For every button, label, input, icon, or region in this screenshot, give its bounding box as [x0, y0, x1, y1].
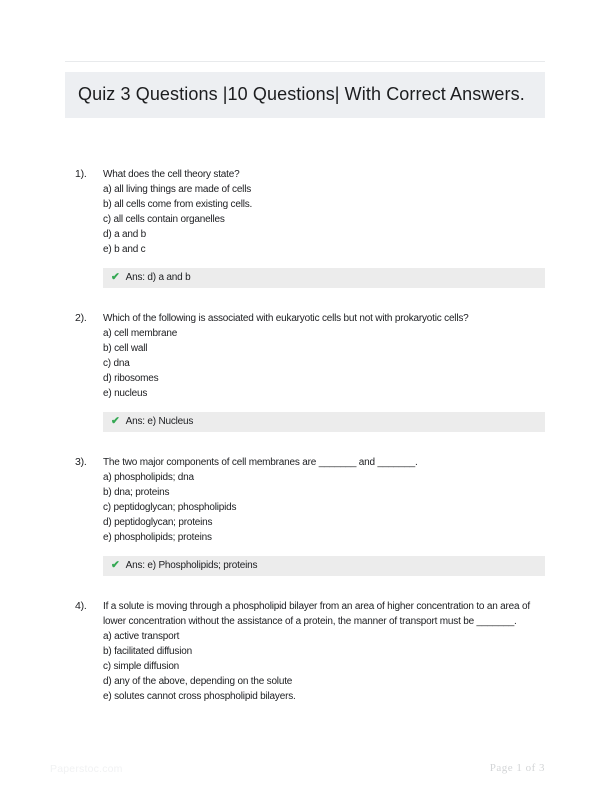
answer-box	[103, 556, 545, 576]
check-icon: ✔	[111, 559, 120, 571]
watermark-text: Paperstoc.com	[50, 763, 123, 775]
option-b: b) dna; proteins	[103, 487, 170, 498]
question-number: 2).	[75, 312, 87, 324]
option-e: e) b and c	[103, 244, 146, 255]
question-list	[75, 167, 545, 704]
option-d: d) a and b	[103, 229, 147, 240]
question-text: If a solute is moving through a phospholipid bilayer from an area of higher concentration to an area of lower concentration without the assistance of a protein, the manner of transport must be _______.	[103, 601, 530, 627]
option-a: a) phospholipids; dna	[103, 472, 194, 483]
question-block-4	[75, 599, 545, 704]
question-body	[103, 311, 545, 432]
option-e: e) nucleus	[103, 388, 148, 399]
question-text: Which of the following is associated with eukaryotic cells but not with prokaryotic cells?	[103, 313, 469, 324]
option-b: b) facilitated diffusion	[103, 646, 192, 657]
option-d: d) any of the above, depending on the solute	[103, 676, 293, 687]
page-title: Quiz 3 Questions |10 Questions| With Correct Answers.	[78, 84, 525, 104]
question-number: 1).	[75, 168, 87, 180]
question-number: 4).	[75, 600, 87, 612]
question-body	[103, 599, 545, 704]
option-a: a) cell membrane	[103, 328, 178, 339]
answer-text: Ans: e) Phospholipids; proteins	[125, 560, 258, 571]
option-a: a) active transport	[103, 631, 180, 642]
question-body	[103, 167, 545, 288]
page-indicator: Page 1 of 3	[489, 762, 545, 774]
answer-text: Ans: d) a and b	[125, 272, 191, 283]
question-text: What does the cell theory state?	[103, 169, 240, 180]
header-divider	[65, 61, 545, 62]
question-block-2	[75, 311, 545, 432]
question-number: 3).	[75, 456, 87, 468]
option-c: c) simple diffusion	[103, 661, 180, 672]
quiz-title-banner	[65, 72, 545, 118]
answer-text: Ans: e) Nucleus	[125, 416, 194, 427]
answer-box	[103, 268, 545, 288]
question-text: The two major components of cell membranes are _______ and _______.	[103, 457, 418, 468]
option-b: b) all cells come from existing cells.	[103, 199, 253, 210]
answer-box	[103, 412, 545, 432]
option-e: e) solutes cannot cross phospholipid bilayers.	[103, 691, 296, 702]
option-e: e) phospholipids; proteins	[103, 532, 212, 543]
option-c: c) dna	[103, 358, 130, 369]
option-c: c) all cells contain organelles	[103, 214, 225, 225]
question-body	[103, 455, 545, 576]
option-d: d) ribosomes	[103, 373, 159, 384]
option-c: c) peptidoglycan; phospholipids	[103, 502, 237, 513]
question-block-1	[75, 167, 545, 288]
question-block-3	[75, 455, 545, 576]
option-d: d) peptidoglycan; proteins	[103, 517, 213, 528]
option-a: a) all living things are made of cells	[103, 184, 252, 195]
option-b: b) cell wall	[103, 343, 148, 354]
check-icon: ✔	[111, 271, 120, 283]
check-icon: ✔	[111, 415, 120, 427]
